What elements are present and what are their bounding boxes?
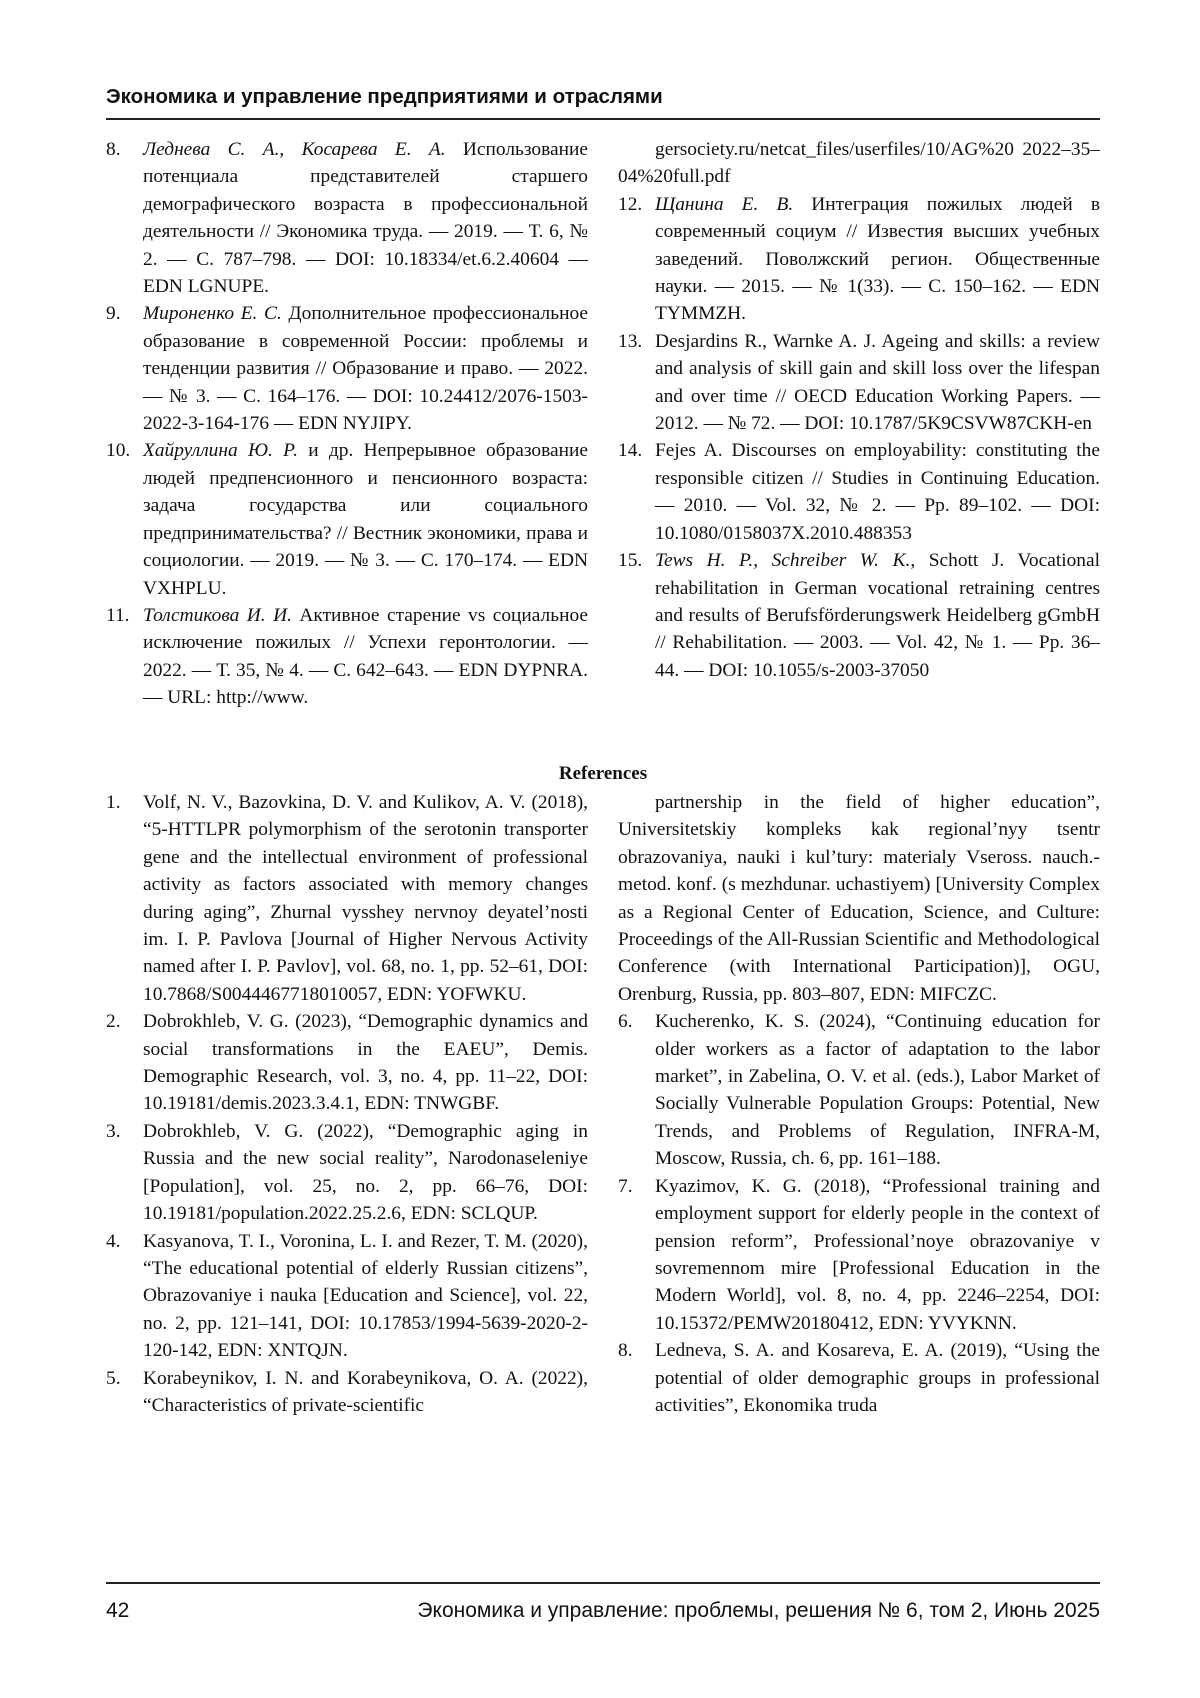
reference-item bbox=[618, 547, 1100, 684]
reference-body: Интеграция пожилых людей в современный социум // Известия высших учебных заведений. Поволжский регион. Общественные науки. — 2015. — № 1(33). — С. 150–162. — EDN TYMMZH. bbox=[655, 193, 1100, 325]
reference-number: 12. bbox=[618, 193, 643, 215]
references-heading: References bbox=[558, 763, 648, 784]
reference-text: Volf, N. V., Bazovkina, D. V. and Kulikov, A. V. (2018), “5-HTTLPR polymorphism of the serotonin transporter gene and the intellectual environment of professional activity as factors associated with memory changes during aging”, Zhurnal vysshey nervnoy deyatel’nosti im. I. P. Pavlova [Journal of Higher Nervous Activity named after I. P. Pavlov], vol. 68, no. 1, pp. 52–61, DOI: 10.7868/S0044467718010057, EDN: YOFWKU. bbox=[143, 792, 588, 1005]
reference-item bbox=[618, 1173, 1100, 1337]
reference-text: Dobrokhleb, V. G. (2022), “Demographic aging in Russia and the new social reality”, Narodonaseleniye [Population], vol. 25, no. 2, pp. 66–76, DOI: 10.19181/population.2022.25.2.6, EDN: SCLQUP. bbox=[143, 1120, 588, 1225]
reference-item bbox=[106, 1228, 588, 1365]
reference-number: 1. bbox=[106, 792, 121, 813]
reference-number: 5. bbox=[106, 1367, 121, 1389]
reference-text bbox=[655, 547, 1100, 684]
running-head: Экономика и управление предприятиями и отраслями bbox=[106, 84, 1100, 120]
reference-item bbox=[106, 1008, 588, 1118]
reference-author: Хайруллина Ю. Р. bbox=[143, 440, 298, 462]
reference-number: 11. bbox=[106, 604, 130, 626]
reference-text: partnership in the field of higher education”, Universitetskiy kompleks kak regional’nyy tsentr obrazovaniya, nauki i kul’tury: materialy Vseross. nauch.-metod. konf. (s mezhdunar. uchastiyem) [University Complex as a Regional Center of Education, Science, and Culture: Proceedings of the All-Russian Scientific and Methodological Conference (with International Participation)], OGU, Orenburg, Russia, pp. 803–807, EDN: MIFCZC. bbox=[618, 792, 1100, 1005]
bibliography-section bbox=[106, 136, 1100, 712]
reference-number: 7. bbox=[618, 1175, 633, 1197]
reference-number: 10. bbox=[106, 440, 131, 462]
reference-text bbox=[655, 191, 1100, 328]
reference-body: Активное старение vs социальное исключение пожилых // Успехи геронтологии. — 2022. — Т. 35, № 4. — С. 642–643. — EDN DYPNRA. — URL: http://www. bbox=[143, 604, 588, 709]
reference-author: Мироненко Е. С. bbox=[143, 303, 282, 325]
references-section bbox=[106, 789, 1100, 1419]
page-footer bbox=[106, 1582, 1100, 1624]
reference-item bbox=[106, 602, 588, 712]
reference-item bbox=[618, 191, 1100, 328]
reference-body: Desjardins R., Warnke A. J. Ageing and skills: a review and analysis of skill gain and skill loss over the lifespan and over time // OECD Education Working Papers. — 2012. — № 72. — DOI: 10.1787/5K9CSVW87CKH-en bbox=[655, 330, 1100, 435]
reference-text bbox=[143, 437, 588, 601]
reference-body: и др. Непрерывное образование людей предпенсионного и пенсионного возраста: задача государства или социального предпринимательства? // Вестник экономики, права и социологии. — 2019. — № 3. — С. 170–174. — EDN VXHPLU. bbox=[143, 440, 588, 599]
page-number: 42 bbox=[106, 1599, 130, 1622]
reference-text: Kasyanova, T. I., Voronina, L. I. and Rezer, T. M. (2020), “The educational potential of elderly Russian citizens”, Obrazovaniye i nauka [Education and Science], vol. 22, no. 2, pp. 121–141, DOI: 10.17853/1994-5639-2020-2-120-142, EDN: XNTQJN. bbox=[143, 1230, 588, 1362]
reference-body: Использование потенциала представителей старшего демографического возраста в профессиональной деятельности // Экономика труда. — 2019. — Т. 6, № 2. — С. 787–798. — DOI: 10.18334/et.6.2.40604 — EDN LGNUPE. bbox=[143, 139, 588, 298]
bibliography-right-column bbox=[618, 136, 1100, 712]
reference-text: Ledneva, S. A. and Kosareva, E. A. (2019), “Using the potential of older demographic groups in professional activities”, Ekonomika truda bbox=[655, 1340, 1100, 1416]
reference-continuation bbox=[618, 789, 1100, 1008]
reference-item bbox=[106, 136, 588, 300]
reference-author: Толстикова И. И. bbox=[143, 604, 292, 626]
reference-text: Korabeynikov, I. N. and Korabeynikova, O. A. (2022), “Characteristics of private-scientific bbox=[143, 1367, 588, 1416]
references-right-column bbox=[618, 789, 1100, 1419]
reference-author: Леднева С. А., Косарева Е. А. bbox=[143, 139, 446, 160]
reference-item bbox=[106, 437, 588, 601]
reference-text bbox=[143, 136, 588, 300]
reference-number: 2. bbox=[106, 1011, 121, 1033]
reference-body: Fejes A. Discourses on employability: constituting the responsible citizen // Studies in Continuing Education. — 2010. — Vol. 32, № 2. — Pp. 89–102. — DOI: 10.1080/0158037X.2010.488353 bbox=[655, 440, 1100, 544]
reference-item bbox=[618, 1337, 1100, 1419]
reference-item bbox=[618, 437, 1100, 547]
reference-text: Kucherenko, K. S. (2024), “Continuing education for older workers as a factor of adaptation to the labor market”, in Zabelina, O. V. et al. (eds.), Labor Market of Socially Vulnerable Population Groups: Potential, New Trends, and Problems of Regulation, INFRA-M, Moscow, Russia, ch. 6, pp. 161–188. bbox=[655, 1011, 1100, 1170]
reference-number: 8. bbox=[618, 1340, 633, 1362]
reference-continuation bbox=[618, 136, 1100, 191]
reference-item bbox=[618, 328, 1100, 438]
reference-number: 3. bbox=[106, 1120, 121, 1142]
reference-item bbox=[106, 1365, 588, 1420]
reference-number: 6. bbox=[618, 1011, 633, 1033]
reference-item bbox=[618, 1008, 1100, 1172]
reference-item bbox=[106, 300, 588, 437]
reference-item bbox=[106, 789, 588, 1008]
bibliography-left-column bbox=[106, 136, 588, 712]
reference-author: Tews H. P., Schreiber W. K. bbox=[655, 550, 911, 572]
references-left-column bbox=[106, 789, 588, 1419]
reference-text bbox=[655, 437, 1100, 547]
reference-number: 8. bbox=[106, 139, 121, 160]
reference-body: , Schott J. Vocational rehabilitation in German vocational retraining centres and results of Berufsförderungswerk Heidelberg gGmbH // Rehabilitation. — 2003. — Vol. 42, № 1. — Pp. 36–44. — DOI: 10.1055/s-2003-37050 bbox=[655, 550, 1100, 681]
reference-text: Dobrokhleb, V. G. (2023), “Demographic dynamics and social transformations in the EAEU”, Demis. Demographic Research, vol. 3, no. 4, pp. 11–22, DOI: 10.19181/demis.2023.3.4.1, EDN: TNWGBF. bbox=[143, 1011, 588, 1115]
reference-item bbox=[106, 1118, 588, 1228]
reference-number: 13. bbox=[618, 330, 643, 352]
reference-number: 14. bbox=[618, 440, 643, 462]
reference-body: Дополнительное профессиональное образование в современной России: проблемы и тенденции развития // Образование и право. — 2022. — № 3. — С. 164–176. — DOI: 10.24412/2076-1503-2022-3-164-176 — EDN NYJIPY. bbox=[143, 303, 588, 435]
reference-text: Kyazimov, K. G. (2018), “Professional training and employment support for elderly people in the context of pension reform”, Professional’noye obrazovaniye v sovremennom mire [Professional Education in the Modern World], vol. 8, no. 4, pp. 2246–2254, DOI: 10.15372/PEMW20180412, EDN: YVYKNN. bbox=[655, 1175, 1100, 1334]
reference-number: 15. bbox=[618, 550, 643, 572]
reference-text bbox=[143, 300, 588, 437]
reference-number: 9. bbox=[106, 303, 121, 325]
reference-author: Щанина Е. В. bbox=[655, 193, 794, 215]
reference-number: 4. bbox=[106, 1230, 121, 1252]
reference-text bbox=[143, 602, 588, 712]
reference-url: gersociety.ru/netcat_files/userfiles/10/AG%20 2022–35–04%20full.pdf bbox=[618, 139, 1100, 188]
reference-text bbox=[655, 328, 1100, 438]
journal-issue: Экономика и управление: проблемы, решения № 6, том 2, Июнь 2025 bbox=[417, 1599, 1100, 1622]
